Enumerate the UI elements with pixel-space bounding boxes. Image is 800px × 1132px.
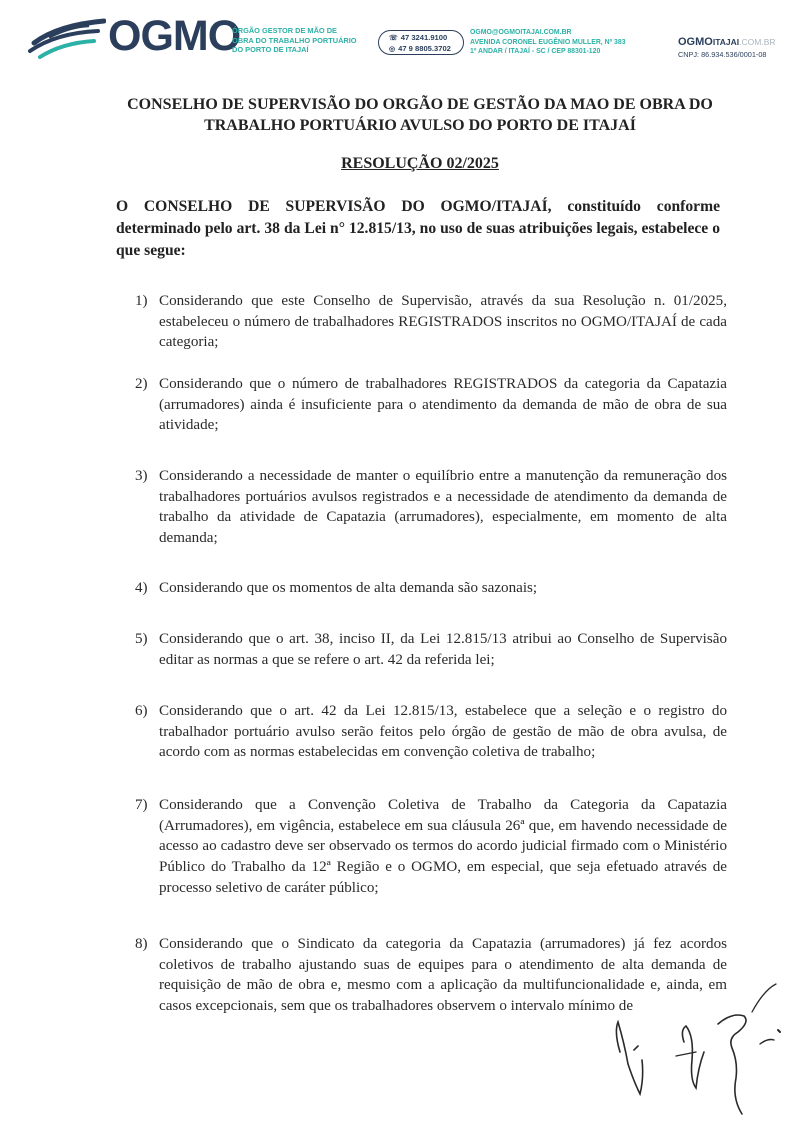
email-link[interactable]: OGMO@OGMOITAJAI.COM.BR	[470, 29, 572, 36]
item-number: 4)	[135, 580, 148, 596]
brand-website[interactable]	[678, 36, 776, 48]
address-line-2: 1º ANDAR / ITAJAÍ - SC / CEP 88301-120	[470, 48, 601, 55]
brand-domain: .COM.BR	[739, 37, 776, 47]
list-item	[135, 466, 727, 549]
list-item	[135, 578, 727, 599]
org-line-1: ÓRGÃO GESTOR DE MÃO DE	[232, 26, 337, 35]
org-line-3: DO PORTO DE ITAJAÍ	[232, 45, 309, 54]
item-number: 5)	[135, 631, 148, 647]
phone-box	[378, 30, 464, 55]
item-text: Considerando a necessidade de manter o equilíbrio entre a manutenção da remuneração dos trabalhadores portuários avulsos registrados e a necessidade de atendimento da demanda de trabalho da atividade de Capatazia (arrumadores), especialmente, em momento de alta demanda;	[159, 468, 727, 547]
title-line-1: CONSELHO DE SUPERVISÃO DO ORGÃO DE GESTÃO DA MAO DE OBRA DO	[127, 96, 713, 113]
org-description	[232, 26, 377, 55]
whatsapp-icon: ◎	[389, 45, 396, 53]
phone-icon: ☏	[389, 35, 398, 42]
item-text: Considerando que o Sindicato da categoria da Capatazia (arrumadores) já fez acordos coletivos de trabalho ajustando suas de equipes para o atendimento de alta demanda de requisição de mão de obra e, mesmo com a aplicação da multifuncionalidade e, ainda, em casos excepcionais, sem que os trabalhadores observem o intervalo mínimo de	[159, 936, 727, 1015]
intro-paragraph: O CONSELHO DE SUPERVISÃO DO OGMO/ITAJAÍ, constituído conforme determinado pelo art. 38 da Lei n° 12.815/13, no uso de suas atribuições legais, estabelece o que segue:	[116, 198, 720, 259]
phone-1[interactable]: 47 3241.9100	[400, 33, 448, 42]
item-number: 3)	[135, 468, 148, 484]
item-text: Considerando que o número de trabalhadores REGISTRADOS da categoria da Capatazia (arrumadores) ainda é insuficiente para o atendimento da demanda de mão de obra de sua atividade;	[159, 376, 727, 434]
item-number: 6)	[135, 703, 148, 719]
logo-text: OGMO	[108, 12, 241, 60]
ogmo-wave-logo-icon	[28, 15, 106, 59]
item-text: Considerando que os momentos de alta demanda são sazonais;	[159, 580, 538, 596]
list-item	[135, 291, 727, 353]
item-text: Considerando que o art. 42 da Lei 12.815/13, estabelece que a seleção e o registro do trabalhador portuário avulso serão feitos pelo órgão de gestão de mão de obra avulsa, de acordo com as normas estabelecidas em convenção coletiva de trabalho;	[159, 703, 727, 761]
list-item	[135, 629, 727, 670]
item-text: Considerando que o art. 38, inciso II, da Lei 12.815/13 atribui ao Conselho de Supervisão editar as normas a que se refere o art. 42 da referida lei;	[159, 631, 727, 668]
letterhead	[0, 0, 800, 80]
handwritten-signature	[600, 982, 790, 1122]
list-item	[135, 374, 727, 436]
list-item	[135, 701, 727, 763]
item-number: 2)	[135, 376, 148, 392]
contact-info	[470, 28, 670, 57]
cnpj: CNPJ: 86.934.536/0001-08	[678, 50, 767, 59]
item-text: Considerando que a Convenção Coletiva de Trabalho da Categoria da Capatazia (Arrumadores), em vigência, estabelece em sua cláusula 26ª que, em havendo necessidade de acesso ao cadastro deve ser observado os termos do acordo judicial firmado com o Ministério Público do Trabalho da 12ª Região e o OGMO, em especial, que seja efetuado através de processo seletivo de caráter público;	[159, 797, 727, 896]
item-text: Considerando que este Conselho de Supervisão, através da sua Resolução n. 01/2025, estabeleceu o número de trabalhadores REGISTRADOS inscritos no OGMO/ITAJAÍ de cada categoria;	[159, 293, 727, 351]
resolution-title: RESOLUÇÃO 02/2025	[341, 155, 499, 172]
address-line-1: AVENIDA CORONEL EUGÊNIO MULLER, Nº 383	[470, 38, 626, 46]
item-number: 8)	[135, 936, 148, 952]
phone-2[interactable]: 47 9 8805.3702	[398, 43, 451, 53]
list-item	[135, 795, 727, 899]
brand-suffix: ITAJAI	[712, 37, 740, 47]
document-title	[110, 94, 730, 136]
item-number: 1)	[135, 293, 148, 309]
brand-main: OGMO	[678, 36, 713, 48]
org-line-2: OBRA DO TRABALHO PORTUÁRIO	[232, 35, 357, 45]
item-number: 7)	[135, 797, 148, 813]
title-line-2: TRABALHO PORTUÁRIO AVULSO DO PORTO DE ITAJAÍ	[204, 117, 636, 134]
